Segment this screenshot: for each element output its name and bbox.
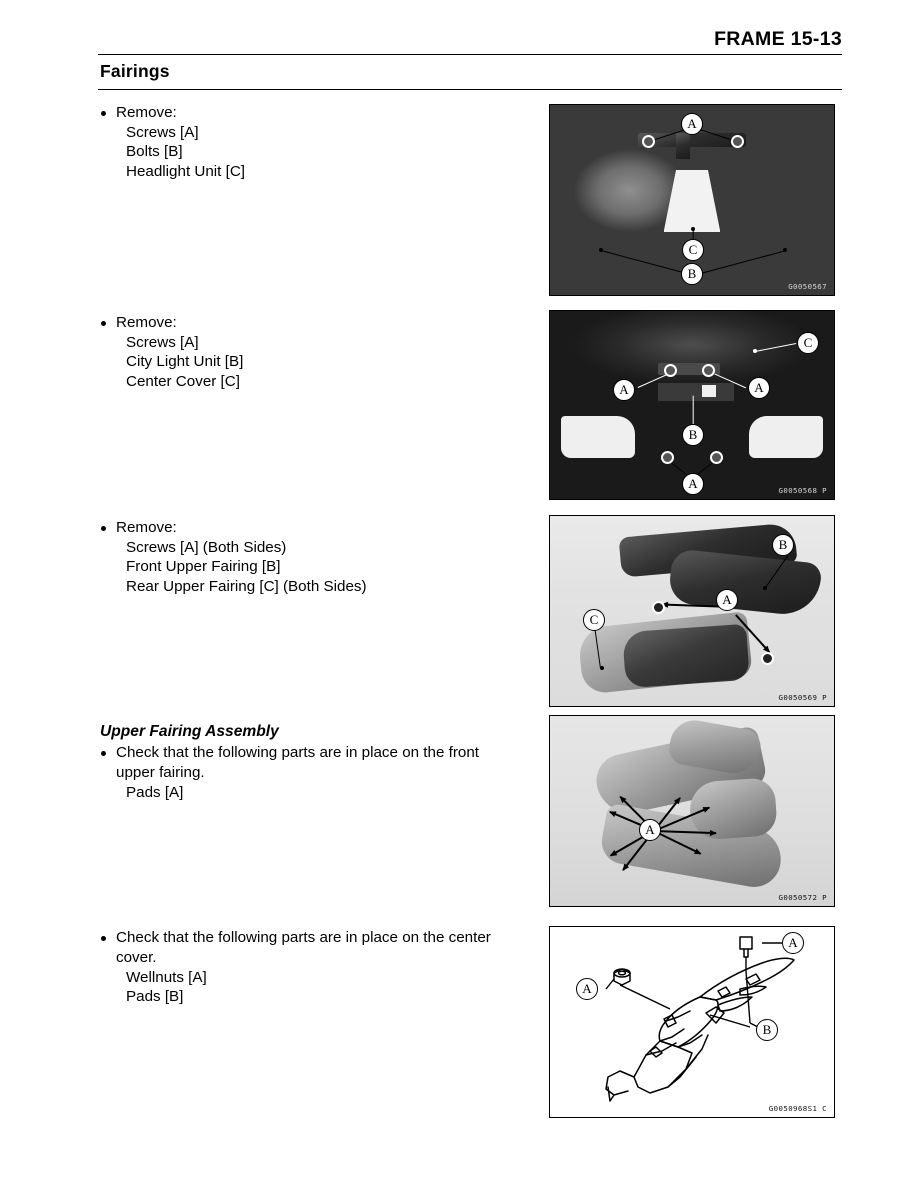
screw-target — [652, 601, 665, 614]
center-cover-line-drawing — [550, 927, 834, 1117]
screw-target — [702, 364, 715, 377]
bullet-dot-icon — [101, 751, 106, 756]
list-item: Center Cover [C] — [126, 372, 240, 390]
figure-image — [550, 105, 834, 295]
callout-c: C — [583, 609, 605, 631]
list-item: Headlight Unit [C] — [126, 162, 246, 180]
screw-target — [710, 451, 723, 464]
figure-upper-fairing-removal — [549, 515, 835, 707]
callout-a: A — [613, 379, 635, 401]
point-marker — [753, 349, 757, 353]
bullet-heading — [100, 313, 532, 333]
figure-id: G0050569 P — [778, 693, 827, 702]
figure-front-upper-fairing-pads — [549, 715, 835, 907]
callout-a: A — [576, 978, 598, 1000]
callout-b: B — [682, 424, 704, 446]
figure-image — [550, 927, 834, 1117]
subsection-heading: Upper Fairing Assembly — [100, 723, 279, 740]
center-cover-part — [658, 383, 734, 401]
chapter-title: FRAME 15-13 — [714, 28, 842, 50]
figure-image — [550, 516, 834, 706]
callout-c: C — [797, 332, 819, 354]
instruction-paragraph — [100, 928, 532, 968]
page-title: Fairings — [100, 61, 170, 81]
bullet-text: Remove: — [116, 519, 177, 536]
instruction-block-2 — [100, 313, 532, 391]
point-marker — [599, 248, 603, 252]
fairing-shadow-part — [622, 624, 750, 689]
figure-id: G0050568 P — [778, 486, 827, 495]
point-marker — [763, 586, 767, 590]
figure-image — [550, 716, 834, 906]
screw-target — [642, 135, 655, 148]
figure-id: G0050572 P — [778, 893, 827, 902]
header-rule-top — [98, 54, 842, 55]
instruction-paragraph — [100, 743, 532, 783]
callout-b: B — [681, 263, 703, 285]
figure-city-light-unit-removal — [549, 310, 835, 500]
paragraph-line-1: Check that the following parts are in place on the center — [116, 929, 491, 946]
city-light-lens — [702, 385, 716, 397]
bullet-heading — [100, 103, 532, 123]
bullet-text: Remove: — [116, 314, 177, 331]
figure-headlight-unit-removal — [549, 104, 835, 296]
page-header — [98, 28, 842, 51]
screw-target — [761, 652, 774, 665]
figure-center-cover-wellnuts-pads — [549, 926, 835, 1118]
list-item: Wellnuts [A] — [126, 968, 207, 986]
list-item: Front Upper Fairing [B] — [126, 558, 281, 576]
callout-a: A — [782, 932, 804, 954]
bullet-dot-icon — [101, 321, 106, 326]
callout-c: C — [682, 239, 704, 261]
paragraph-line-1: Check that the following parts are in place on the front — [116, 744, 480, 761]
leader-line — [692, 396, 693, 428]
point-marker — [783, 248, 787, 252]
callout-b: B — [772, 534, 794, 556]
bullet-heading — [100, 518, 532, 538]
list-item: Screws [A] (Both Sides) — [126, 538, 287, 556]
paragraph-line-2: upper fairing. — [116, 763, 205, 781]
screw-target — [664, 364, 677, 377]
list-item: Rear Upper Fairing [C] (Both Sides) — [126, 577, 367, 595]
bullet-text: Remove: — [116, 104, 177, 121]
figure-id: G0050968S1 C — [768, 1104, 827, 1113]
screw-target — [661, 451, 674, 464]
bracket-stem — [676, 133, 690, 159]
header-rule-bottom — [98, 89, 842, 90]
point-marker — [600, 666, 604, 670]
figure-image — [550, 311, 834, 499]
callout-a: A — [748, 377, 770, 399]
instruction-block-4 — [100, 722, 532, 802]
bullet-dot-icon — [101, 111, 106, 116]
instruction-block-1 — [100, 103, 532, 181]
list-item: City Light Unit [B] — [126, 353, 244, 371]
screw-target — [731, 135, 744, 148]
list-item: Bolts [B] — [126, 143, 183, 161]
callout-a: A — [639, 819, 661, 841]
point-marker — [691, 227, 695, 231]
list-item: Screws [A] — [126, 333, 199, 351]
figure-id: G0050567 — [788, 282, 827, 291]
instruction-block-3 — [100, 518, 532, 596]
instruction-block-5 — [100, 928, 532, 1007]
list-item: Pads [A] — [126, 783, 184, 801]
callout-a: A — [716, 589, 738, 611]
bullet-dot-icon — [101, 936, 106, 941]
list-item: Screws [A] — [126, 123, 199, 141]
callout-b: B — [756, 1019, 778, 1041]
paragraph-line-2: cover. — [116, 948, 157, 966]
callout-a: A — [682, 473, 704, 495]
bullet-dot-icon — [101, 526, 106, 531]
list-item: Pads [B] — [126, 988, 184, 1006]
callout-a: A — [681, 113, 703, 135]
